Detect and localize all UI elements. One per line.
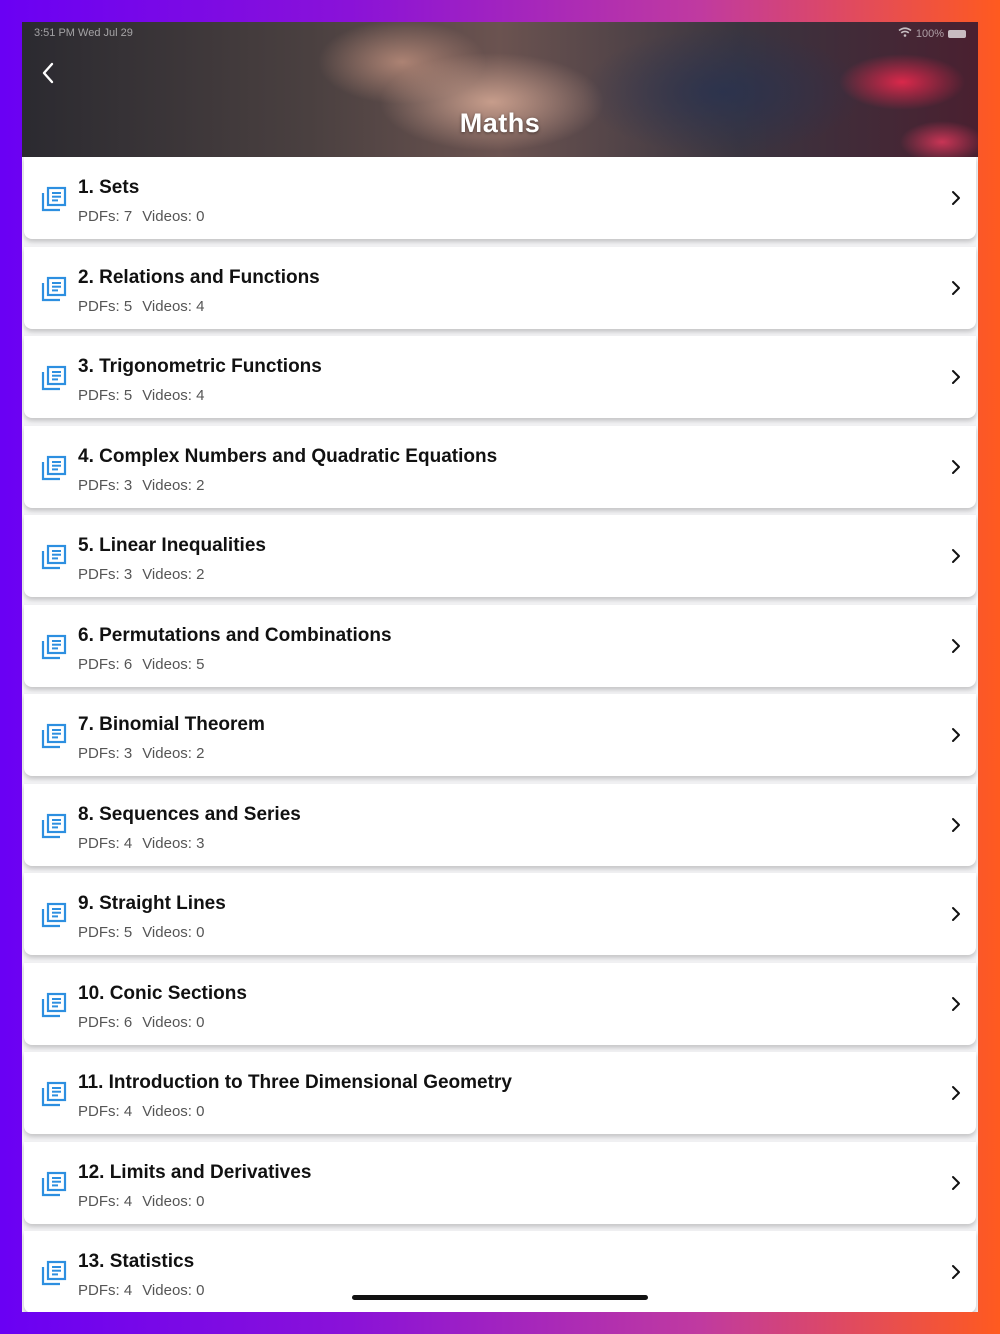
- page-title: Maths: [459, 108, 541, 138]
- videos-label: Videos:: [142, 297, 192, 315]
- videos-label: Videos:: [142, 566, 192, 583]
- chapter-row-5[interactable]: [24, 515, 976, 597]
- videos-count: 4: [196, 297, 205, 315]
- status-time: 3:51 PM Wed Jul 29: [34, 27, 133, 39]
- videos-label: Videos:: [142, 745, 192, 762]
- videos-count: 4: [196, 387, 205, 404]
- pdfs-count: 4: [123, 1192, 133, 1210]
- chapter-title: 5. Linear Inequalities: [78, 535, 266, 556]
- videos-count: 3: [196, 834, 205, 852]
- videos-count: 0: [196, 208, 205, 225]
- chevron-right-icon: [950, 996, 962, 1012]
- chapter-row-10[interactable]: [24, 963, 976, 1045]
- chapter-counts: [78, 1193, 204, 1210]
- videos-label: Videos:: [142, 655, 192, 673]
- pdfs-count: 7: [123, 208, 133, 225]
- library-books-icon: [40, 812, 68, 840]
- chapter-row-9[interactable]: [24, 873, 976, 955]
- chapter-row-7[interactable]: [24, 694, 976, 776]
- chevron-right-icon: [950, 1085, 962, 1101]
- library-books-icon: [40, 633, 68, 661]
- chevron-right-icon: [950, 638, 962, 654]
- library-books-icon: [40, 275, 68, 303]
- pdfs-count: 6: [123, 655, 133, 673]
- chapter-row-4[interactable]: [24, 426, 976, 508]
- videos-count: 2: [196, 566, 205, 583]
- chapter-title: 13. Statistics: [78, 1251, 195, 1272]
- chapter-counts: [78, 208, 204, 225]
- pdfs-label: PDFs:: [78, 208, 120, 225]
- chevron-left-icon: [41, 62, 55, 84]
- chapter-counts: [78, 924, 204, 941]
- chevron-right-icon: [950, 459, 962, 475]
- chapter-counts: [78, 1014, 204, 1031]
- library-books-icon: [40, 1170, 68, 1198]
- pdfs-label: PDFs:: [78, 1192, 120, 1210]
- chevron-right-icon: [950, 280, 962, 296]
- chevron-right-icon: [950, 1175, 962, 1191]
- chevron-right-icon: [950, 1264, 962, 1280]
- chapter-row-1[interactable]: [24, 157, 976, 239]
- pdfs-label: PDFs:: [78, 566, 120, 583]
- videos-label: Videos:: [142, 834, 192, 852]
- pdfs-count: 6: [123, 1013, 133, 1031]
- chapter-title: 1. Sets: [78, 177, 140, 198]
- header-banner: [22, 22, 978, 157]
- chapter-title: 4. Complex Numbers and Quadratic Equations: [78, 445, 498, 467]
- chapter-counts: [78, 477, 204, 494]
- chevron-right-icon: [950, 727, 962, 743]
- chapter-title: 6. Permutations and Combinations: [78, 624, 392, 646]
- chevron-right-icon: [950, 548, 962, 564]
- pdfs-count: 5: [123, 924, 133, 941]
- chapter-title: 7. Binomial Theorem: [78, 714, 265, 735]
- chapter-row-12[interactable]: [24, 1142, 976, 1224]
- chapter-counts: [78, 1282, 204, 1299]
- chapter-counts: [78, 656, 204, 673]
- pdfs-count: 3: [123, 745, 133, 762]
- pdfs-label: PDFs:: [78, 387, 120, 404]
- chapter-row-3[interactable]: [24, 336, 976, 418]
- videos-count: 2: [196, 476, 205, 494]
- library-books-icon: [40, 543, 68, 571]
- status-bar: [22, 22, 978, 44]
- pdfs-label: PDFs:: [78, 297, 120, 315]
- library-books-icon: [40, 1259, 68, 1287]
- videos-count: 0: [196, 1013, 205, 1031]
- chevron-right-icon: [950, 817, 962, 833]
- pdfs-label: PDFs:: [78, 834, 120, 852]
- videos-label: Videos:: [142, 387, 192, 404]
- chapter-title: 9. Straight Lines: [78, 893, 226, 914]
- videos-label: Videos:: [142, 924, 192, 941]
- library-books-icon: [40, 991, 68, 1019]
- chapter-counts: [78, 566, 204, 583]
- chevron-right-icon: [950, 369, 962, 385]
- chapter-counts: [78, 745, 204, 762]
- back-button[interactable]: [30, 58, 66, 88]
- pdfs-label: PDFs:: [78, 745, 120, 762]
- chapter-title: 12. Limits and Derivatives: [78, 1161, 312, 1183]
- pdfs-count: 5: [123, 387, 133, 404]
- videos-label: Videos:: [142, 1103, 192, 1120]
- chapter-list: [22, 157, 978, 1312]
- pdfs-count: 4: [123, 834, 133, 852]
- app-screen: [22, 22, 978, 1312]
- videos-label: Videos:: [142, 1013, 192, 1031]
- library-books-icon: [40, 454, 68, 482]
- status-indicators: [898, 27, 966, 40]
- pdfs-label: PDFs:: [78, 655, 120, 673]
- chapter-row-8[interactable]: [24, 784, 976, 866]
- videos-count: 5: [196, 655, 205, 673]
- chapter-title: 10. Conic Sections: [78, 982, 247, 1004]
- chapter-row-11[interactable]: [24, 1052, 976, 1134]
- videos-label: Videos:: [142, 208, 192, 225]
- chevron-right-icon: [950, 906, 962, 922]
- videos-label: Videos:: [142, 1282, 192, 1299]
- chapter-counts: [78, 387, 204, 404]
- chapter-row-2[interactable]: [24, 247, 976, 329]
- pdfs-count: 4: [123, 1282, 133, 1299]
- pdfs-label: PDFs:: [78, 924, 120, 941]
- videos-count: 0: [196, 1103, 205, 1120]
- pdfs-count: 3: [123, 476, 133, 494]
- pdfs-label: PDFs:: [78, 1282, 120, 1299]
- videos-count: 2: [196, 745, 205, 762]
- wifi-icon: [898, 27, 912, 40]
- library-books-icon: [40, 364, 68, 392]
- chevron-right-icon: [950, 190, 962, 206]
- chapter-counts: [78, 835, 204, 852]
- chapter-counts: [78, 298, 204, 315]
- pdfs-count: 5: [123, 297, 133, 315]
- pdfs-label: PDFs:: [78, 1103, 120, 1120]
- pdfs-count: 4: [123, 1103, 133, 1120]
- chapter-title: 8. Sequences and Series: [78, 803, 301, 825]
- chapter-row-6[interactable]: [24, 605, 976, 687]
- library-books-icon: [40, 185, 68, 213]
- library-books-icon: [40, 901, 68, 929]
- battery-icon: [948, 30, 966, 38]
- videos-label: Videos:: [142, 476, 192, 494]
- pdfs-count: 3: [123, 566, 133, 583]
- chapter-title: 11. Introduction to Three Dimensional Geometry: [78, 1072, 512, 1093]
- videos-count: 0: [196, 1192, 205, 1210]
- chapter-title: 3. Trigonometric Functions: [78, 356, 322, 377]
- videos-count: 0: [196, 1282, 205, 1299]
- pdfs-label: PDFs:: [78, 476, 120, 494]
- library-books-icon: [40, 1080, 68, 1108]
- videos-label: Videos:: [142, 1192, 192, 1210]
- chapter-counts: [78, 1103, 204, 1120]
- videos-count: 0: [196, 924, 205, 941]
- home-indicator[interactable]: [352, 1295, 648, 1300]
- pdfs-label: PDFs:: [78, 1013, 120, 1031]
- library-books-icon: [40, 722, 68, 750]
- battery-percent: 100%: [915, 27, 944, 40]
- chapter-title: 2. Relations and Functions: [78, 266, 320, 288]
